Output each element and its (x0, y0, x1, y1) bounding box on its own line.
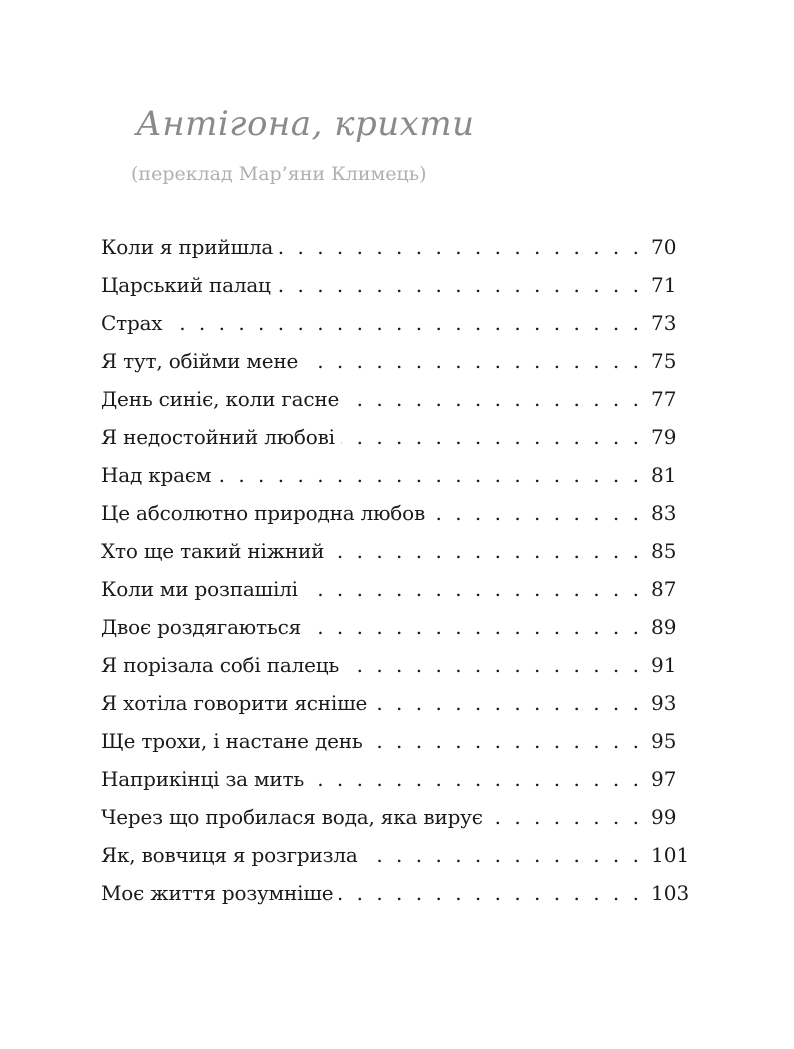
toc-entry[interactable] (101, 342, 691, 380)
toc-entry-title: Це абсолютно природна любов (101, 501, 431, 525)
toc-entry-title: Наприкінці за мить (101, 767, 310, 791)
toc-entry[interactable] (101, 494, 691, 532)
toc-entry-page: 79 (647, 418, 676, 456)
toc-entry-title: Я порізала собі палець (101, 653, 345, 677)
toc-entry-title: Ще трохи, і настане день (101, 729, 369, 753)
toc-entry[interactable] (101, 380, 691, 418)
toc-entry-title: Коли я прийшла (101, 235, 279, 259)
toc-entry-page: 99 (647, 798, 676, 836)
toc-entry-title: Через що пробилася вода, яка вирує (101, 805, 489, 829)
toc-entry[interactable] (101, 608, 691, 646)
toc-entry[interactable] (101, 304, 691, 342)
toc-entry-page: 103 (647, 874, 689, 912)
toc-entry[interactable] (101, 722, 691, 760)
toc-entry-title: Коли ми розпашілі (101, 577, 304, 601)
toc-entry-title: Двоє роздягаються (101, 615, 307, 639)
toc-entry-page: 71 (647, 266, 676, 304)
toc-entry-title: Над краєм (101, 463, 217, 487)
toc-entry[interactable] (101, 836, 691, 874)
toc-entry-page: 77 (647, 380, 676, 418)
dot-leader (101, 304, 639, 342)
toc-entry-title: День синіє, коли гасне (101, 387, 345, 411)
toc-entry-title: Хто ще такий ніжний (101, 539, 330, 563)
toc-entry-title: Як, вовчиця я розгризла (101, 843, 364, 867)
toc-entry-page: 75 (647, 342, 676, 380)
toc-entry-page: 101 (647, 836, 689, 874)
toc-entry-title: Я хотіла говорити ясніше (101, 691, 373, 715)
toc-entry-page: 81 (647, 456, 676, 494)
toc-entry-page: 85 (647, 532, 676, 570)
toc-entry-title: Страх (101, 311, 168, 335)
toc-entry[interactable] (101, 418, 691, 456)
toc-entry-title: Царський палац (101, 273, 277, 297)
toc-entry-page: 83 (647, 494, 676, 532)
toc-entry[interactable] (101, 760, 691, 798)
toc-entry[interactable] (101, 456, 691, 494)
toc-entry[interactable] (101, 532, 691, 570)
toc-entry[interactable] (101, 228, 691, 266)
toc-entry-page: 73 (647, 304, 676, 342)
toc-entry-page: 89 (647, 608, 676, 646)
toc-entry-title: Я недостойний любові (101, 425, 341, 449)
toc-entry-page: 95 (647, 722, 676, 760)
section-title: Антігона, крихти (136, 104, 475, 144)
toc-entry-page: 91 (647, 646, 676, 684)
toc-entry[interactable] (101, 798, 691, 836)
toc-entry-page: 97 (647, 760, 676, 798)
toc-entry-title: Моє життя розумніше (101, 881, 339, 905)
toc-entry[interactable] (101, 684, 691, 722)
toc-entry-title: Я тут, обійми мене (101, 349, 304, 373)
toc-entry-page: 93 (647, 684, 676, 722)
table-of-contents (101, 228, 691, 912)
toc-entry-page: 87 (647, 570, 676, 608)
toc-entry[interactable] (101, 646, 691, 684)
toc-entry-page: 70 (647, 228, 676, 266)
toc-entry[interactable] (101, 874, 691, 912)
toc-entry[interactable] (101, 570, 691, 608)
section-subtitle: (переклад Мар’яни Климець) (131, 163, 427, 185)
toc-entry[interactable] (101, 266, 691, 304)
